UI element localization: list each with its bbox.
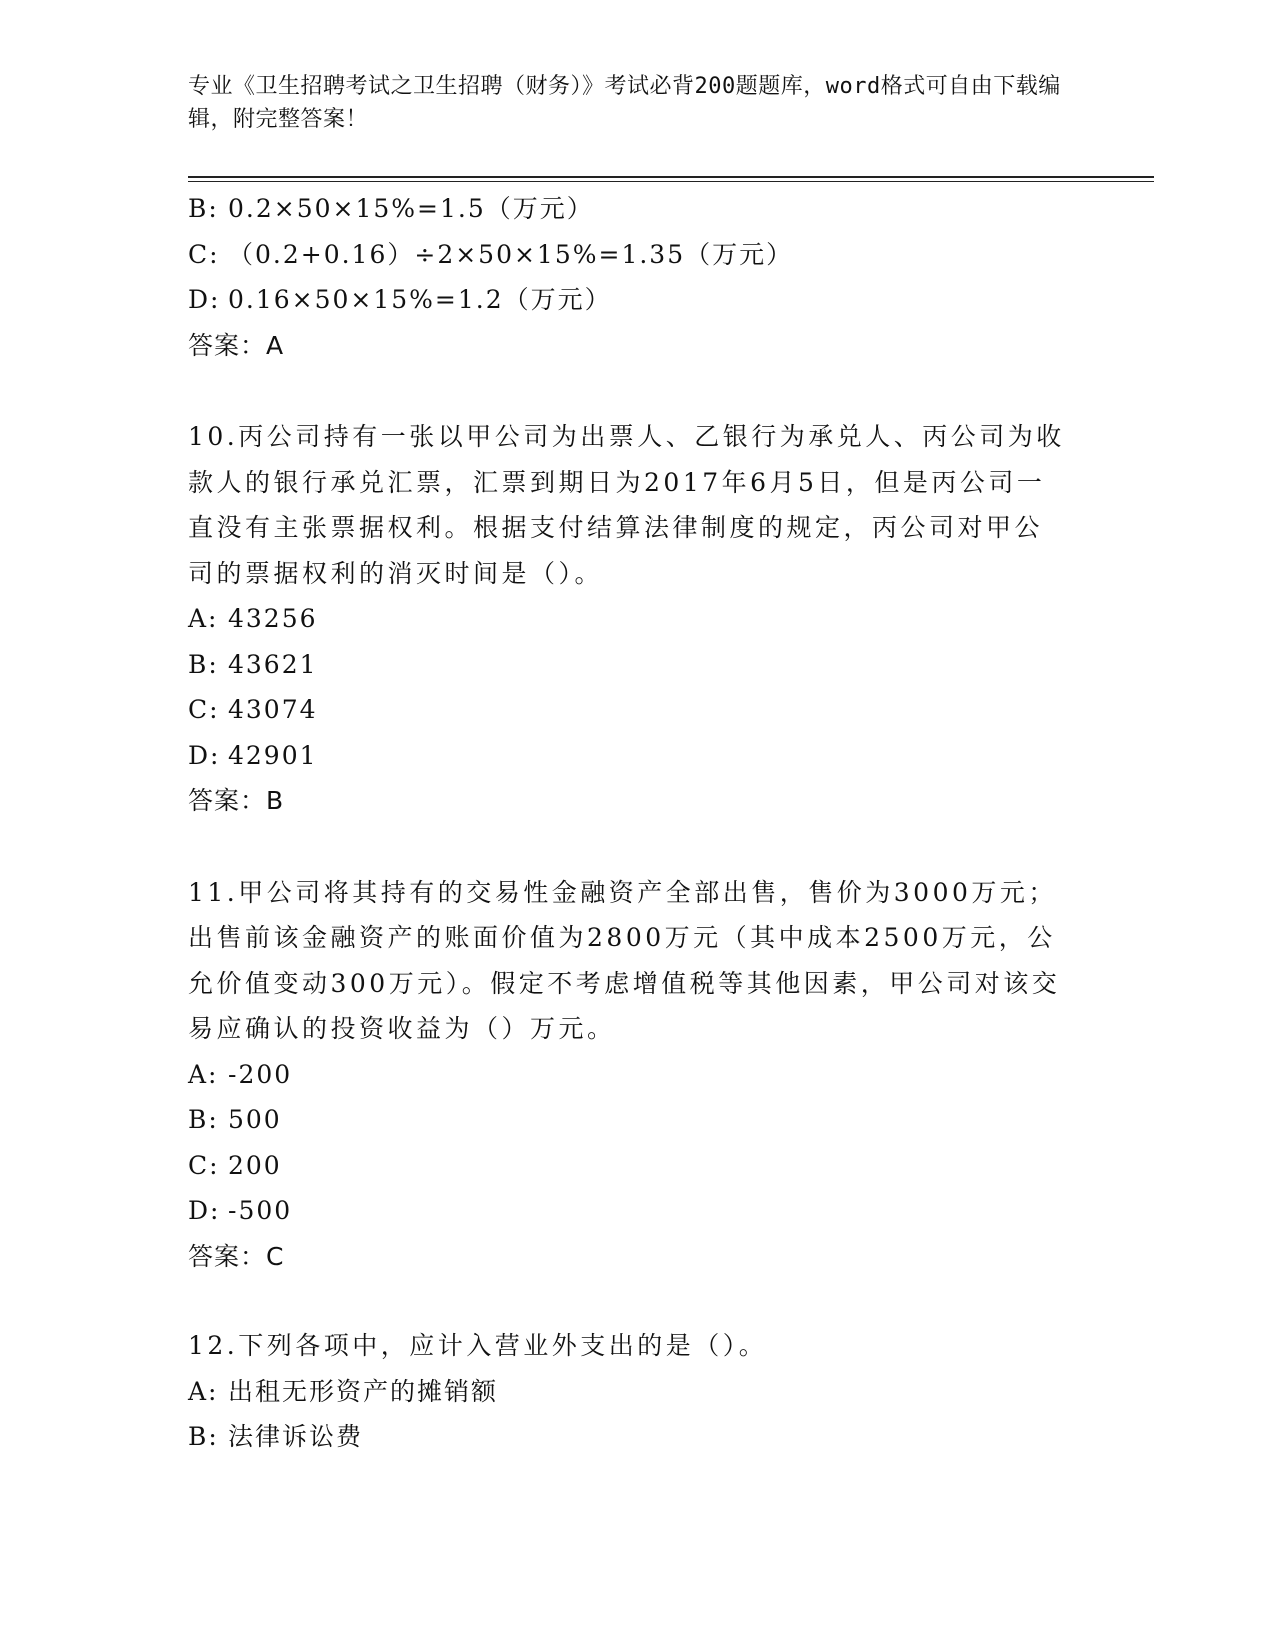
option-d: D: 0.16×50×15%=1.2（万元） (188, 285, 612, 314)
option-b: B: 500 (188, 1105, 282, 1134)
header-rule-thin (188, 181, 1154, 182)
option-b: B: 法律诉讼费 (188, 1422, 364, 1451)
option-c: C: 200 (188, 1150, 282, 1180)
option-b: B: 43621 (188, 649, 318, 679)
option-a: A: 43256 (188, 604, 318, 633)
spacer (188, 368, 1088, 414)
question-stem: 10.丙公司持有一张以甲公司为出票人、乙银行为承兑人、丙公司为收款人的银行承兑汇票，汇票到期日为2017年6月5日，但是丙公司一直没有主张票据权利。根据支付结算法律制度的规定，丙公司对甲公司的票据权利的消灭时间是（）。 (188, 422, 1065, 588)
spacer (188, 824, 1088, 870)
option-b: B: 0.2×50×15%=1.5（万元） (188, 194, 594, 223)
header-rule-thick (188, 176, 1154, 178)
answer-line: 答案：A (188, 330, 285, 360)
question-11 (188, 870, 1088, 1280)
question-12 (188, 1323, 1088, 1460)
question-content (188, 186, 1088, 1460)
document-header: 专业《卫生招聘考试之卫生招聘（财务）》考试必背200题题库，word格式可自由下载编辑，附完整答案！ (188, 74, 1061, 132)
option-d: D: -500 (188, 1196, 293, 1225)
question-10 (188, 414, 1088, 824)
option-c: C: （0.2+0.16）÷2×50×15%=1.35（万元） (188, 239, 794, 269)
prev-question (188, 186, 1088, 368)
option-a: A: -200 (188, 1059, 293, 1089)
question-stem: 11.甲公司将其持有的交易性金融资产全部出售，售价为3000万元；出售前该金融资产的账面价值为2800万元（其中成本2500万元，公允价值变动300万元）。假定不考虑增值税等其他因素，甲公司对该交易应确认的投资收益为（）万元。 (188, 877, 1061, 1043)
option-a: A: 出租无形资产的摊销额 (188, 1376, 499, 1406)
spacer (188, 1279, 1088, 1323)
question-stem: 12.下列各项中，应计入营业外支出的是（）。 (188, 1331, 768, 1360)
option-c: C: 43074 (188, 695, 318, 724)
answer-line: 答案：B (188, 786, 285, 815)
option-d: D: 42901 (188, 740, 318, 770)
answer-line: 答案：C (188, 1241, 285, 1271)
